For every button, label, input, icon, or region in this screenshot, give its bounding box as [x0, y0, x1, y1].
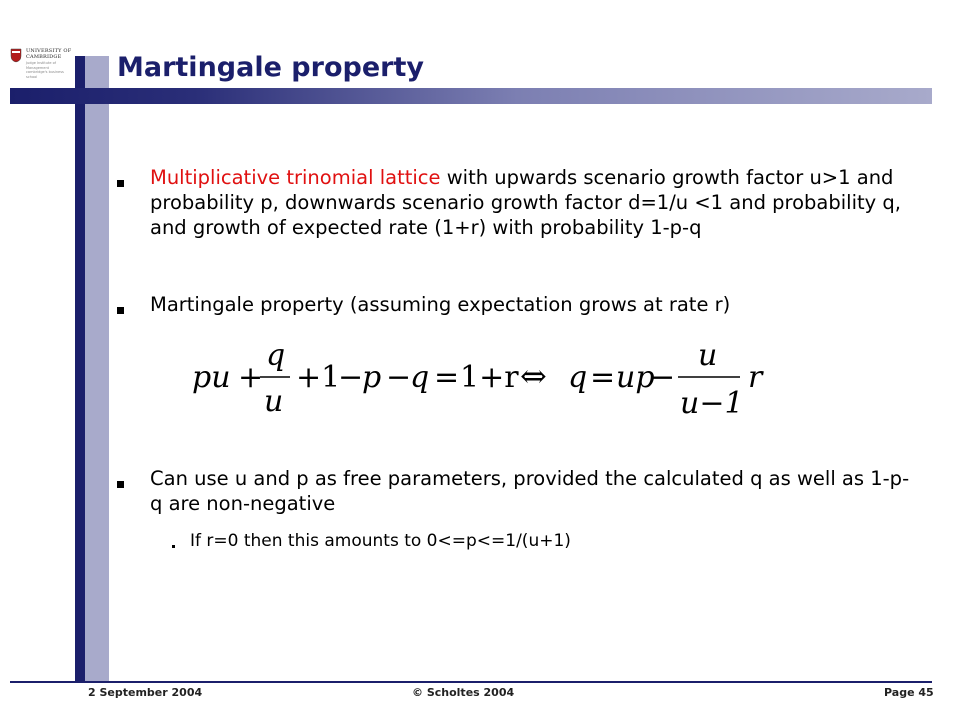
formula-u-den: u: [264, 384, 284, 419]
crest-icon: [10, 48, 22, 63]
logo-tagline: cambridge's business school: [26, 70, 64, 79]
vertical-light-bar: [85, 56, 109, 681]
formula-q-lhs: q: [568, 360, 588, 395]
bullet-text-3: Can use u and p as free parameters, provided the calculated q as well as 1-p-q are non-negative: [150, 467, 910, 515]
slide-title: Martingale property: [117, 52, 424, 83]
bullet-text-1: [150, 165, 920, 240]
formula-minus-q: −: [386, 360, 412, 395]
bullet-marker: [117, 180, 124, 187]
formula-q-num: q: [266, 338, 286, 373]
formula-minus: −: [338, 360, 364, 395]
formula-minus2: −: [650, 360, 676, 395]
bullet-marker: [117, 307, 124, 314]
footer-page-number: Page 45: [884, 686, 934, 699]
martingale-formula: [190, 335, 780, 425]
formula-plus: +: [238, 360, 264, 395]
logo-line2: CAMBRIDGE: [26, 54, 62, 60]
footer-copyright: © Scholtes 2004: [412, 686, 515, 699]
logo-school: Judge Institute of Management: [26, 61, 56, 70]
formula-1r: 1+r: [460, 360, 519, 395]
footer-date: 2 September 2004: [88, 686, 203, 699]
formula-r: r: [748, 360, 763, 395]
formula-q: q: [410, 360, 430, 395]
formula-eq2: =: [590, 360, 616, 395]
university-logo: [10, 44, 72, 80]
vertical-navy-bar: [75, 56, 85, 681]
formula-eq: =: [434, 360, 460, 395]
bullet-marker: [117, 481, 124, 488]
formula-pu: pu: [192, 360, 231, 395]
bullet-text-2: Martingale property (assuming expectation grows at rate r): [150, 293, 731, 316]
logo-line1: UNIVERSITY OF: [26, 48, 72, 54]
highlight-text: Multiplicative trinomial lattice: [150, 166, 441, 189]
formula-up: up: [616, 360, 655, 395]
formula-p: p: [362, 360, 382, 395]
title-band: [10, 88, 932, 104]
subbullet-marker: [172, 545, 175, 548]
formula-u-num: u: [698, 338, 718, 373]
bullet1-rest: with upwards scenario growth factor u>1 and probability p, downwards scenario growth factor d=1/u <1 and probability q, and growth of expected rate (1+r) with probability 1-p-q: [150, 166, 901, 239]
subbullet-text: If r=0 then this amounts to 0<=p<=1/(u+1): [190, 531, 571, 551]
formula-plus1: +1: [296, 360, 341, 395]
footer-line: [10, 681, 932, 683]
logo-subtitle: [26, 61, 72, 79]
logo-university-name: [26, 48, 71, 60]
formula-iff: ⇔: [520, 357, 547, 395]
formula-u-minus-1: u−1: [680, 386, 744, 421]
